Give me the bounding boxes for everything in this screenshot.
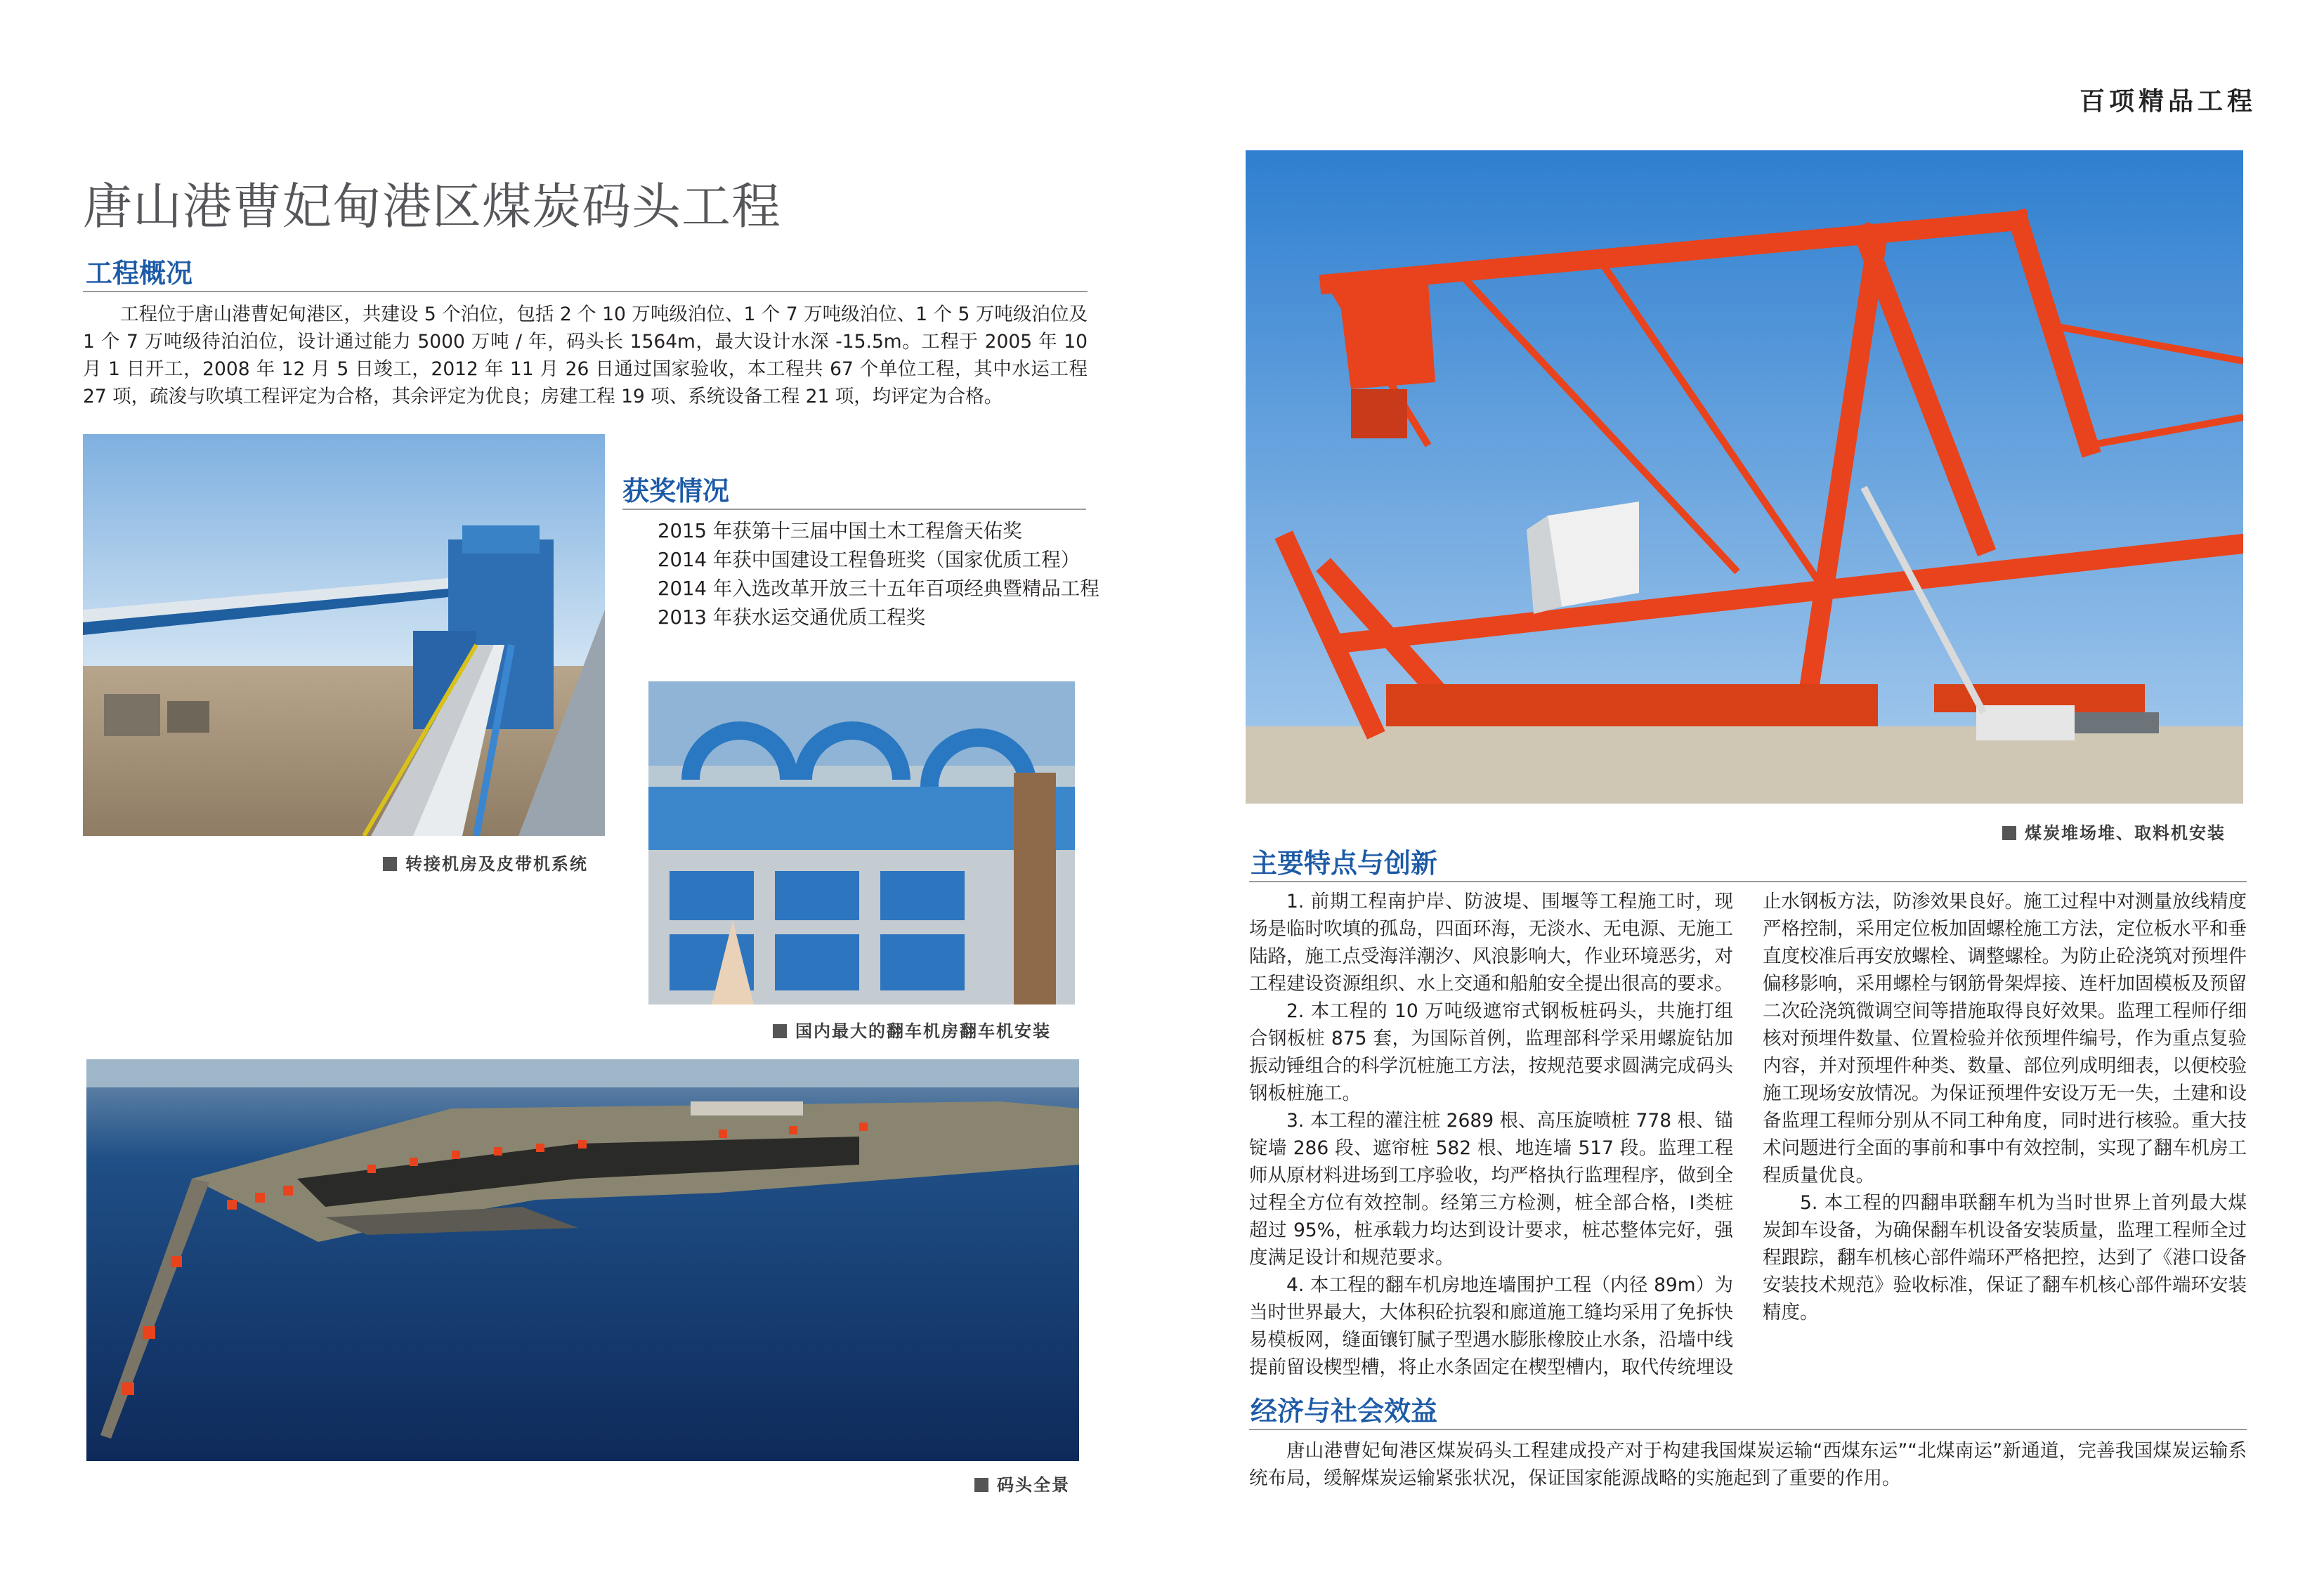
overview-paragraph: 工程位于唐山港曹妃甸港区，共建设 5 个泊位，包括 2 个 10 万吨级泊位、1 个 7 万吨级泊位、1 个 5 万吨级泊位及 1 个 7 万吨级待泊泊位，设计通过能力 5000 万吨 / 年，码头长 1564m，最大设计水深 -15.5m。工程于 2005 年 10 月 1 日开工，2008 年 12 月 5 日竣工，2012 年 11 月 26 日通过国家验收，本工程共 67 个单位工程，其中水运工程 27 项，疏浚与吹填工程评定为合格，其余评定为优良；房建工程 19 项、系统设备工程 21 项，均评定为合格。: [83, 303, 1088, 407]
overview-text: [83, 301, 1088, 410]
conveyor-photo: [83, 434, 605, 836]
feature-paragraph: 3. 本工程的灌注桩 2689 根、高压旋喷桩 778 根、锚锭墙 286 段、遮帘桩 582 根、地连墙 517 段。监理工程师从原材料进场到工序验收，均严格执行监理程序，做到全过程全方位有效控制。经第三方检测，桩全部合格，Ⅰ类桩超过 95%，桩承载力均达到设计要求，桩芯整体完好，强度满足设计和规范要求。: [1249, 1110, 1733, 1269]
features-rule: [1249, 881, 2247, 882]
stacker-reclaimer-photo: [1246, 150, 2243, 804]
page-title: 唐山港曹妃甸港区煤炭码头工程: [83, 178, 781, 235]
feature-paragraph: 2. 本工程的 10 万吨级遮帘式钢板桩码头，共施打组合钢板桩 875 套，为国际首例，监理部科学采用螺旋钻加振动锤组合的科学沉桩施工方法，按规范要求圆满完成码头钢板桩施工。: [1249, 1000, 1733, 1104]
wharf-caption: 码头全景: [974, 1471, 1070, 1496]
wharf-aerial-photo: [86, 1059, 1079, 1461]
benefits-paragraph: 唐山港曹妃甸港区煤炭码头工程建成投产对于构建我国煤炭运输“西煤东运”“北煤南运”新通道，完善我国煤炭运输系统布局，缓解煤炭运输紧张状况，保证国家能源战略的实施起到了重要的作用。: [1249, 1440, 2247, 1489]
series-tag: 百项精品工程: [2079, 86, 2257, 116]
overview-rule: [83, 291, 1088, 292]
features-heading: 主要特点与创新: [1251, 848, 1438, 879]
awards-rule: [622, 509, 1086, 510]
award-item: 2013 年获水运交通优质工程奖: [658, 606, 926, 629]
award-item: 2014 年入选改革开放三十五年百项经典暨精品工程: [658, 577, 1099, 600]
award-item: 2015 年获第十三届中国土木工程詹天佑奖: [658, 520, 1022, 542]
dumper-photo: [648, 681, 1075, 1005]
dumper-caption: 国内最大的翻车机房翻车机安装: [773, 1017, 1051, 1042]
stacker-caption: 煤炭堆场堆、取料机安装: [2002, 819, 2226, 844]
caption-marker: [2002, 826, 2016, 840]
awards-list: [658, 517, 1099, 632]
benefits-text: [1249, 1437, 2247, 1492]
awards-heading: 获奖情况: [622, 476, 730, 506]
award-item: 2014 年获中国建设工程鲁班奖（国家优质工程）: [658, 549, 1081, 571]
caption-marker: [773, 1024, 787, 1038]
caption-marker: [974, 1478, 988, 1492]
benefits-rule: [1249, 1429, 2247, 1430]
features-text: [1249, 888, 2247, 1388]
feature-paragraph: 5. 本工程的四翻串联翻车机为当时世界上首列最大煤炭卸车设备，为确保翻车机设备安装质量，监理工程师全过程跟踪，翻车机核心部件端环严格把控，达到了《港口设备安装技术规范》验收标准，保证了翻车机核心部件端环安装精度。: [1763, 1192, 2247, 1323]
conveyor-caption: 转接机房及皮带机系统: [383, 850, 588, 875]
feature-paragraph: 4. 本工程的翻车机房地连墙围护工程（内径 89m）为当时世界最大，大体积砼抗裂和廊道施工缝均采用了免拆快易模板网，缝面镶钉腻子型遇水膨胀橡胶止水条，沿墙中线提前留设楔型槽，将止水条固定在楔型槽内，取代传统埋设止水钢板方法，防渗效果良好。施工过程中对测量放线精度严格控制，采用定位板加固螺栓施工方法，定位板水平和垂直度校准后再安放螺栓、调整螺栓。为防止砼浇筑对预埋件偏移影响，采用螺栓与钢筋骨架焊接、连杆加固模板及预留二次砼浇筑微调空间等措施取得良好效果。监理工程师仔细核对预埋件数量、位置检验并依预埋件编号，作为重点复验内容，并对预埋件种类、数量、部位列成明细表，以便校验施工现场安放情况。为保证预埋件安设万无一失，土建和设备监理工程师分别从不同工种角度，同时进行核验。重大技术问题进行全面的事前和事中有效控制，实现了翻车机房工程质量优良。: [1249, 891, 2247, 1378]
feature-paragraph: 1. 前期工程南护岸、防波堤、围堰等工程施工时，现场是临时吹填的孤岛，四面环海，无淡水、无电源、无施工陆路，施工点受海洋潮汐、风浪影响大，作业环境恶劣，对工程建设资源组织、水上交通和船舶安全提出很高的要求。: [1249, 891, 1733, 995]
overview-heading: 工程概况: [86, 258, 193, 289]
caption-marker: [383, 857, 397, 871]
benefits-heading: 经济与社会效益: [1251, 1396, 1438, 1427]
